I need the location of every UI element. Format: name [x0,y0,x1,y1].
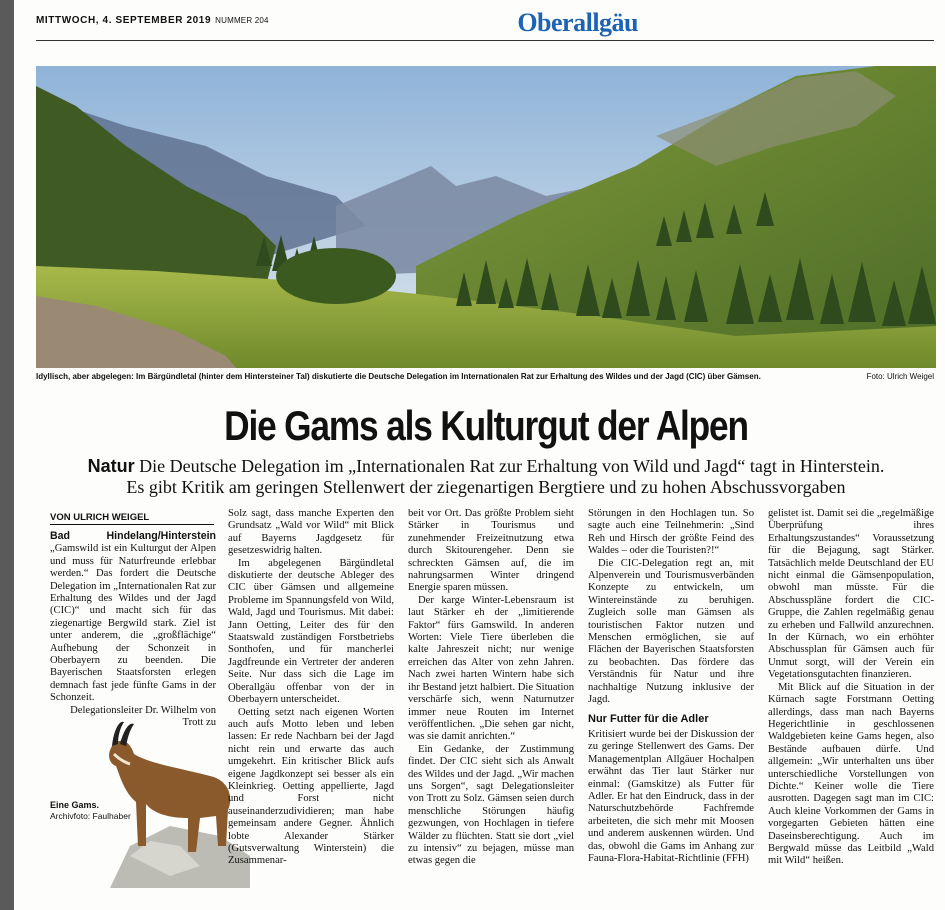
paragraph: Mit Blick auf die Situation in der Kürnach sagte Forstmann Oetting allerdings, dass man nach Bayerns Hegerichtlinie in geschlossenen Waldgebieten keine Gams hegen, also Bestände aufbauen dürfe. Und allgemein: „Wir unterhalten uns über unterschiedliche Vorstellungen von Dichte.“ Keiner wolle die Tiere ausrotten. Dagegen sagt man im CIC: Auch kleine Vorkommen der Gams in vorgegarten Gebieten hätten eine Daseinsberechtigung. Auch im Bergwald müsse das Leitbild „Wald mit Wild“ heißen. [768,681,934,867]
article-column-5 [768,508,934,868]
landscape-photo [36,66,936,368]
photo-credit: Foto: Ulrich Weigel [866,372,934,381]
scan-edge [0,0,14,910]
paragraph: Solz sagt, dass manche Experten den Grundsatz „Wald vor Wild“ mit Blick auf Bayerns Jagdgesetz für gesetzeswidrig halten. [228,508,394,557]
caption-text: Idyllisch, aber abgelegen: Im Bärgündletal (hinter dem Hintersteiner Tal) diskutierte die Deutsche Delegation im Internationalen Rat zur Erhaltung des Wildes und der Jagd (CIC) über Gämsen. [36,372,761,381]
photo-caption [36,371,934,382]
kicker: Natur [87,456,135,476]
paragraph: Kritisiert wurde bei der Diskussion der zu geringe Stellenwert des Gams. Der Managementplan Allgäuer Hochalpen erwähnt das Tier laut Stärker nur einmal: (Gamskitze) als Futter für Adler. Er hat den Eindruck, dass in der Naturschutzbehörde Fachfremde arbeiteten, die sich mehr mit Moosen und anderem auskennen würden. Und das, obwohl die Gams im Anhang zur Fauna-Flora-Habitat-Richtlinie (FFH) [588,728,754,864]
bush-cluster [276,248,396,304]
paragraph: gelistet ist. Damit sei die „regelmäßige Überprüfung ihres Erhaltungszustandes“ Voraussetzung für die Bejagung, sagt Stärker. Tatsächlich melde Deutschland der EU nicht einmal die Gämsenpopulation, obwohl man müsste. Für die Abschusspläne fordert die CIC-Gruppe, die Zahlen regelmäßig genau zu erheben und Fallwild anzurechnen. In der Kürnach, wo ein erhöhter Abschussplan für Gämsen auch für Unmut sorgt, will der Verein ein Vegetationsgutachten finanzieren. [768,508,934,681]
paragraph: Die CIC-Delegation regt an, mit Alpenverein und Tourismusverbänden Konzepte zu entwickeln, um Wintereinstände zu beruhigen. Zugleich solle man Gämsen als touristischen Faktor nutzen und Menschen ermöglichen, sie auf Flächen der Bayerischen Staatsforsten zu beobachten. Das fördere das Verständnis für Natur und ihre nachhaltige Nutzung inklusive der Jagd. [588,557,754,706]
subheadline [36,456,936,498]
article-column-3 [408,508,574,868]
section-title: Oberallgäu [517,8,638,37]
paragraph: beit vor Ort. Das größte Problem sieht Stärker in Tourismus und zunehmender Freizeitnutzung etwa durch Skitourengeher. Denn sie schreckten Gämsen auf, die im nahrungsarmen Winter dringend Energie sparen müssen. [408,508,574,594]
subheading: Nur Futter für die Adler [588,712,709,725]
article-column-2 [228,508,394,868]
article-column-4 [588,508,754,865]
author-byline: VON ULRICH WEIGEL [50,512,214,525]
paragraph-text: „Gamswild ist ein Kulturgut der Alpen und muss für Naturfreunde erlebbar werden.“ Das fordert die Deutsche Delegation im „Internationalen Rat zur Erhaltung des Wildes und der Jagd (CIC)“ und macht sich für das ziegenartige Bergwild stark. Ziel ist unter anderem, die „großflächige“ Aufhebung der Schonzeit in Oberbayern zu beenden. Die Bayerischen Staatsforsten erlegen demnach fast jede fünfte Gams in der Schonzeit. [50,543,216,704]
issue-date: MITTWOCH, 4. SEPTEMBER 2019 [36,15,212,26]
paragraph [50,530,216,705]
paragraph: Störungen in den Hochlagen tun. So sagte auch eine Teilnehmerin: „Sind Reh und Hirsch der größte Feind des Waldes – oder die Touristen?!“ [588,508,754,557]
goat-caption [50,800,140,822]
subhead-line-1: Die Deutsche Delegation im „Internationalen Rat zur Erhaltung von Wild und Jagd“ tagt in Hinterstein. [139,456,885,476]
article-dateline: Bad Hindelang/Hinterstein [50,530,216,542]
paragraph: Im abgelegenen Bärgündletal diskutierte der deutsche Ableger des CIC über Gämsen und allgemeine Probleme im Spannungsfeld von Wild, Wald, Jagd und Tourismus. Mit dabei: Jann Oetting, Leiter des für den Staatswald zuständigen Forstbetriebs Sonthofen, und für mancherlei Jagdfreunde ein Vertreter der anderen Seite. Nur dass sich die Lage im Oberallgäu offenbar von der in Oberbayern unterscheidet. [228,557,394,706]
paragraph: Delegationsleiter Dr. Wilhelm von Trott zu [70,704,216,729]
paragraph: Oetting setzt nach eigenen Worten auch aufs Motto leben und leben lassen: Er rede Nachbarn bei der Jagd nicht rein und erwarte das auch umgekehrt. Ein kritischer Blick aufs eigene Jagdkonzept sei besser als ein Kleinkrieg. Oetting appellierte, Jagd und Forst nicht auseinanderzudividieren; man habe gemeinsam andere Gegner. Ähnlich lobte Alexander Stärker (Gutsverwaltung Winterstein) die Zusammenar- [228,706,394,867]
goat-credit: Archivfoto: Faulhaber [50,811,131,821]
page-header [36,8,936,36]
chamois-horns [112,722,134,746]
chamois-photo [50,706,250,888]
article-column-1 [50,530,216,730]
subhead-line-2: Es gibt Kritik am geringen Stellenwert der ziegenartigen Bergtiere und zu hohen Abschussvorgaben [126,477,846,497]
paragraph: Der karge Winter-Lebensraum ist laut Stärker eh der „limitierende Faktor“ fürs Gamswild. In anderen Worten: Viele Tiere überleben die kalte Jahreszeit nicht; nur wenige erreichen das Alter von zehn Jahren. Nach zwei harten Wintern habe sich ihr Bestand jetzt halbiert. Die Situation verschärfe sich, wenn Naturnutzer immer neue Routen im Internet veröffentlichen. „Die sehen gar nicht, was sie damit anrichten.“ [408,594,574,743]
header-rule [36,40,934,41]
dateline [36,15,269,26]
issue-number: NUMMER 204 [215,16,269,25]
alpine-valley-illustration [36,66,936,368]
goat-caption-title: Eine Gams. [50,800,100,810]
headline: Die Gams als Kulturgut der Alpen [224,402,748,449]
paragraph: Ein Gedanke, der Zustimmung findet. Der CIC sieht sich als Anwalt des Wildes und der Jagd. „Wir machen uns Sorgen“, sagt Delegationsleiter von Trott zu Solz. Gämsen seien durch menschliche Störungen häufig gezwungen, von Hochlagen in tiefere Wälder zu flüchten. Statt sie dort „viel zu intensiv“ zu bejagen, müsse man etwas gegen die [408,743,574,867]
